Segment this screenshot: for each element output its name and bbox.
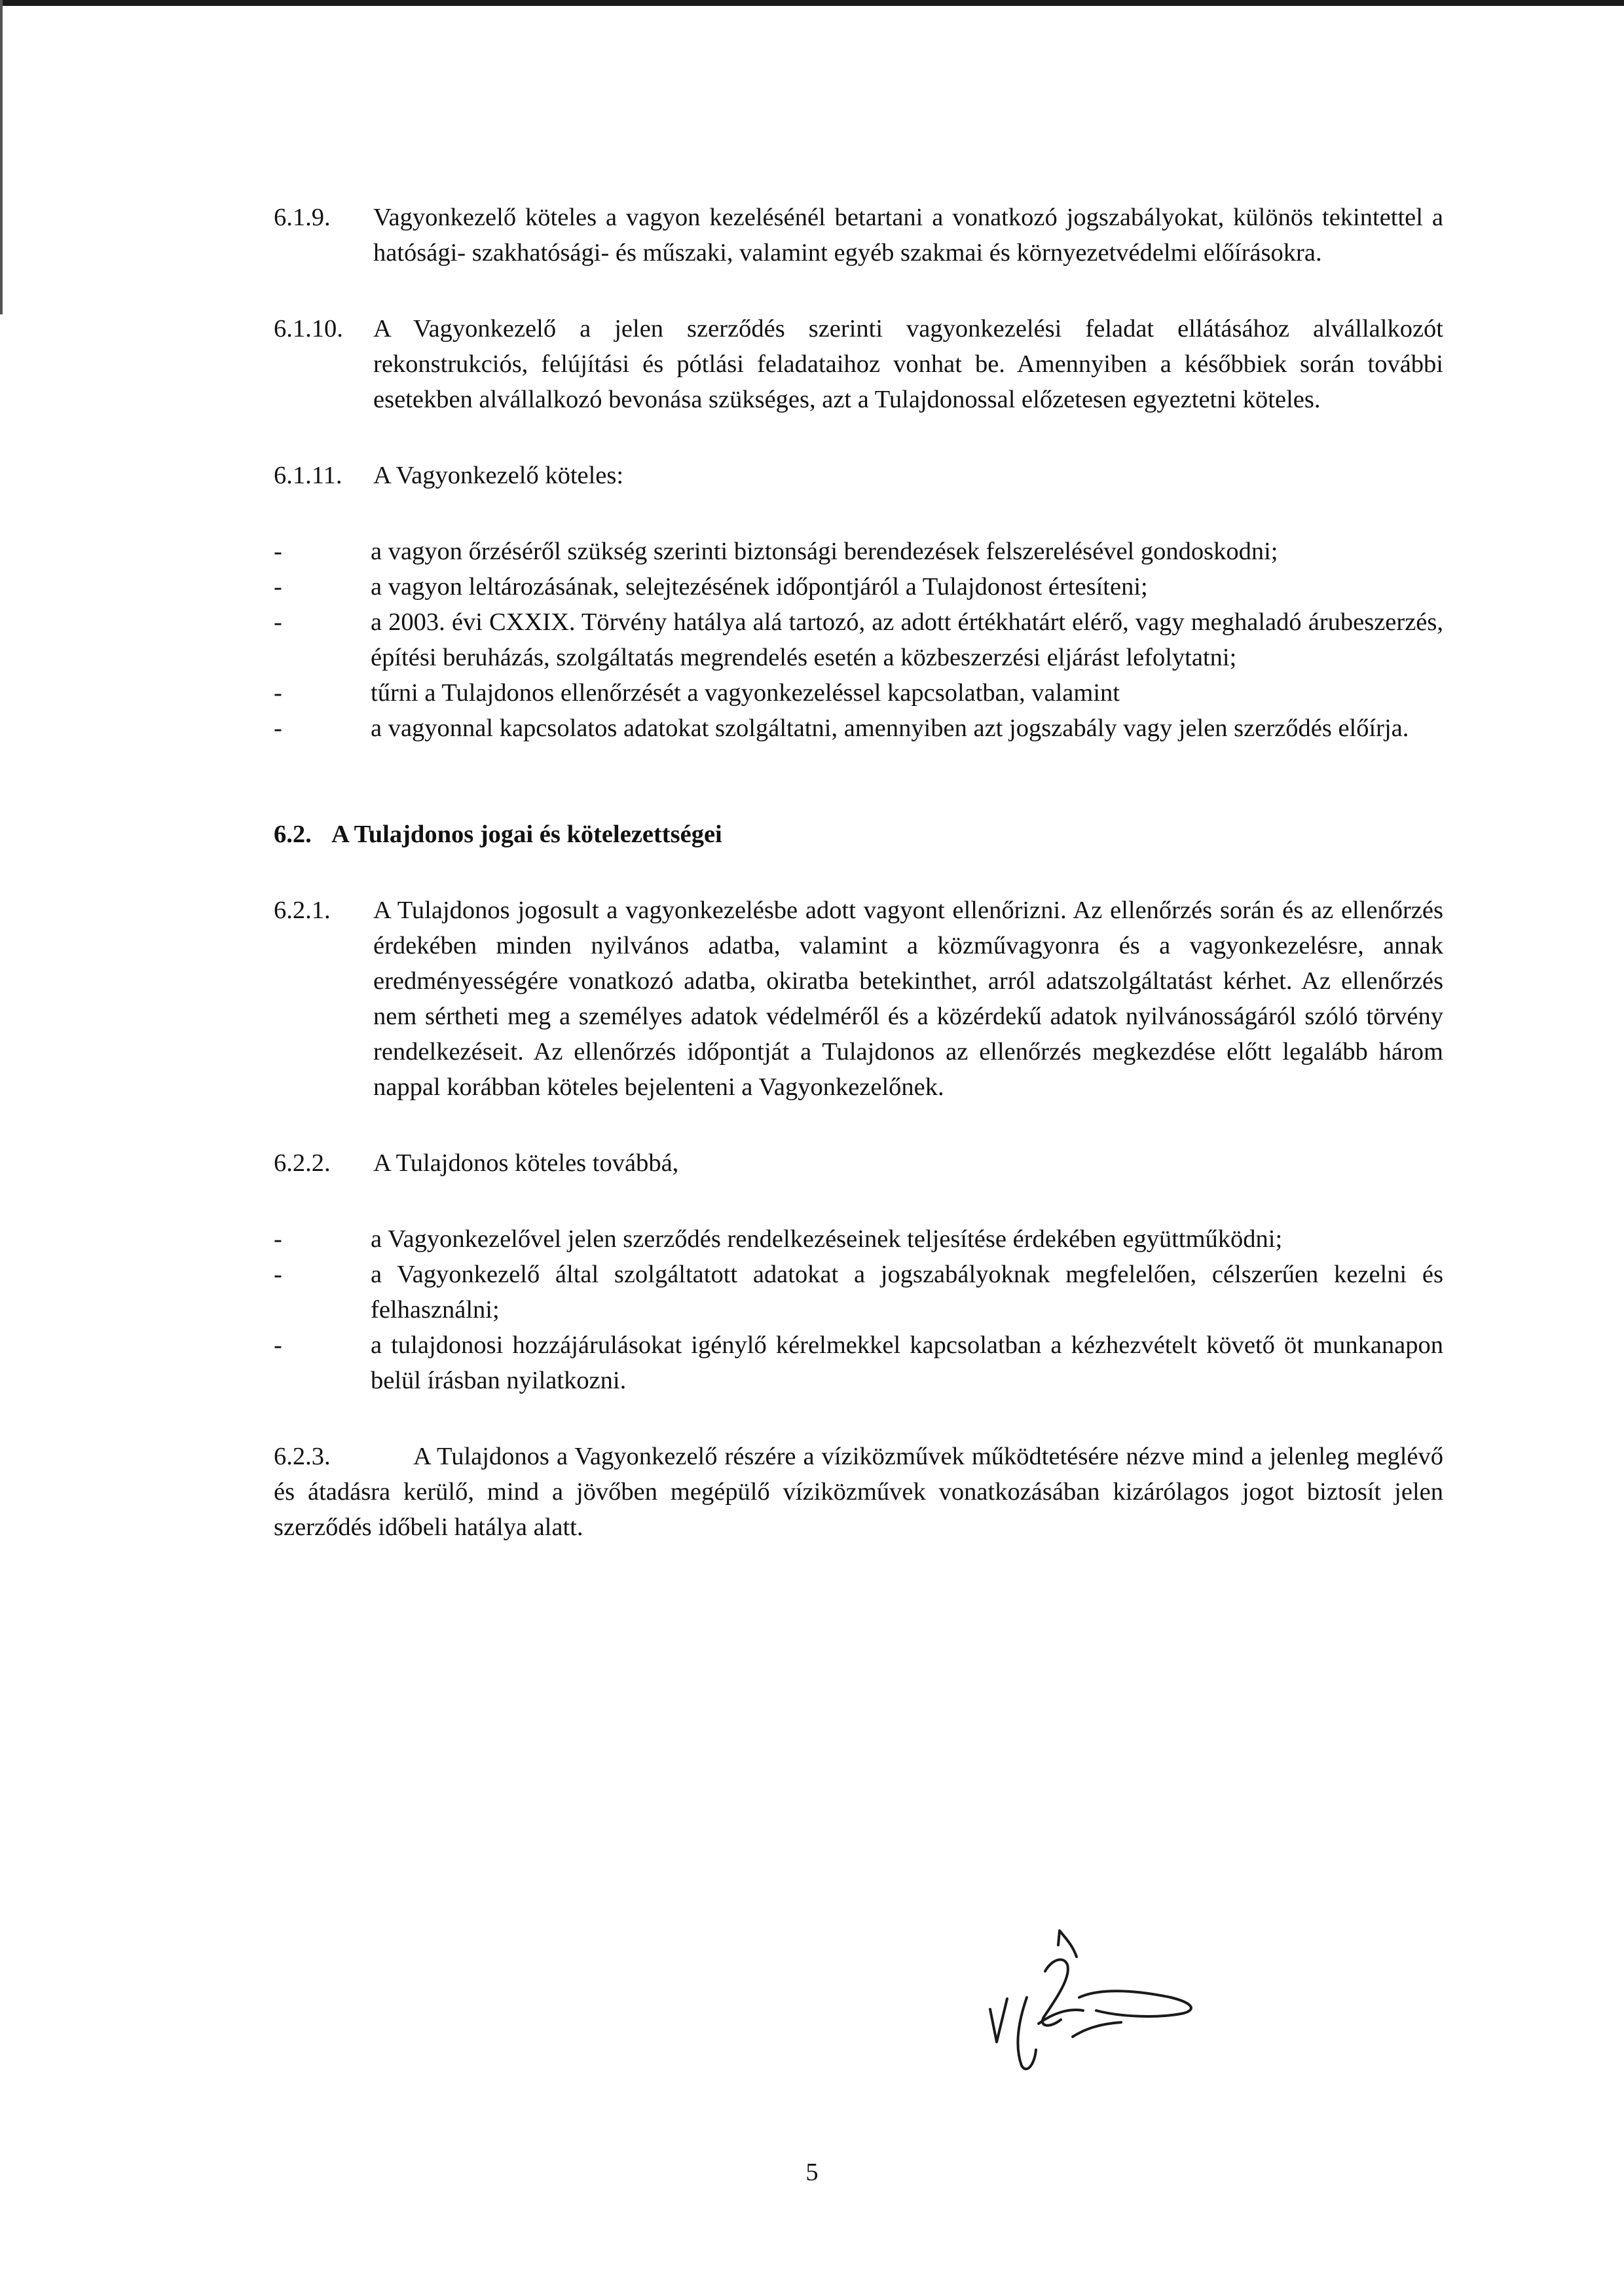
clause-number: 6.1.9.	[274, 204, 331, 231]
dash-bullet: -	[274, 608, 282, 636]
handwritten-signature	[981, 1925, 1217, 2076]
list-item	[274, 569, 1443, 604]
dash-bullet: -	[274, 1331, 282, 1359]
spacer	[274, 1181, 1443, 1221]
list-item-text: a vagyon őrzéséről szükség szerinti biztonsági berendezések felszerelésével gondoskodni;	[371, 538, 1278, 565]
list-item	[274, 675, 1443, 711]
clause-6-2-2	[274, 1145, 1443, 1181]
list-item	[274, 534, 1443, 569]
scan-top-edge	[0, 0, 1624, 6]
dash-bullet: -	[274, 714, 282, 742]
clause-6-1-11	[274, 458, 1443, 493]
spacer	[274, 493, 1443, 534]
dash-bullet: -	[274, 573, 282, 601]
spacer	[274, 1105, 1443, 1145]
clause-number: 6.2.2.	[274, 1149, 331, 1177]
clause-number: 6.2.3.	[274, 1443, 331, 1470]
clause-number: 6.1.11.	[274, 462, 342, 489]
list-item	[274, 1327, 1443, 1398]
list-item-text: a Vagyonkezelő által szolgáltatott adatokat a jogszabályoknak megfelelően, célszerűen kezelni és felhasználni;	[371, 1261, 1443, 1324]
section-heading-6-2	[274, 817, 1443, 852]
clause-text: Vagyonkezelő köteles a vagyon kezelésénél betartani a vonatkozó jogszabályokat, különös tekintettel a hatósági- szakhatósági- és műszaki, valamint egyéb szakmai és környezetvédelmi előírásokra.	[373, 204, 1443, 267]
document-page	[274, 200, 1443, 1545]
clause-6-2-3	[274, 1439, 1443, 1545]
section-title: A Tulajdonos jogai és kötelezettségei	[331, 821, 722, 848]
list-item-text: a vagyon leltározásának, selejtezésének időpontjáról a Tulajdonost értesíteni;	[371, 573, 1148, 601]
owner-duties-list	[274, 1221, 1443, 1398]
list-item	[274, 604, 1443, 675]
dash-bullet: -	[274, 679, 282, 707]
clause-6-1-9	[274, 200, 1443, 270]
clause-number: 6.2.1.	[274, 897, 331, 924]
list-item	[274, 1221, 1443, 1257]
spacer	[274, 1398, 1443, 1439]
spacer	[274, 852, 1443, 893]
scan-left-edge	[0, 0, 3, 314]
list-item	[274, 711, 1443, 746]
obligations-list	[274, 534, 1443, 746]
spacer	[274, 270, 1443, 311]
spacer	[274, 746, 1443, 817]
clause-intro: A Tulajdonos köteles továbbá,	[373, 1149, 679, 1177]
list-item-text: a tulajdonosi hozzájárulásokat igénylő kérelmekkel kapcsolatban a kézhezvételt követő öt munkanapon belül írásban nyilatkozni.	[371, 1331, 1443, 1394]
section-number: 6.2.	[274, 821, 312, 848]
clause-text: A Tulajdonos a Vagyonkezelő részére a víziközművek működtetésére nézve mind a jelenleg meglévő és átadásra kerülő, mind a jövőben megépülő víziközművek vonatkozásában kizárólagos jogot biztosít jelen szerződés időbeli hatálya alatt.	[274, 1443, 1443, 1541]
clause-6-1-10	[274, 311, 1443, 417]
clause-text: A Tulajdonos jogosult a vagyonkezelésbe adott vagyont ellenőrizni. Az ellenőrzés során és az ellenőrzés érdekében minden nyilvános adatba, valamint a közművagyonra és a vagyonkezelésre, annak eredményességére vonatkozó adatba, okiratba betekinthet, arról adatszolgáltatást kérhet. Az ellenőrzés nem sértheti meg a személyes adatok védelméről és a közérdekű adatok nyilvánosságáról szóló törvény rendelkezéseit. Az ellenőrzés időpontját a Tulajdonos az ellenőrzés megkezdése előtt legalább három nappal korábban köteles bejelenteni a Vagyonkezelőnek.	[373, 897, 1443, 1101]
list-item-text: a 2003. évi CXXIX. Törvény hatálya alá tartozó, az adott értékhatárt elérő, vagy meghaladó árubeszerzés, építési beruházás, szolgáltatás megrendelés esetén a közbeszerzési eljárást lefolytatni;	[371, 608, 1443, 671]
dash-bullet: -	[274, 538, 282, 565]
list-item-text: a vagyonnal kapcsolatos adatokat szolgáltatni, amennyiben azt jogszabály vagy jelen szerződés előírja.	[371, 714, 1409, 742]
list-item-text: a Vagyonkezelővel jelen szerződés rendelkezéseinek teljesítése érdekében együttműködni;	[371, 1225, 1283, 1253]
clause-text: A Vagyonkezelő a jelen szerződés szerinti vagyonkezelési feladat ellátásához alvállalkozót rekonstrukciós, felújítási és pótlási feladataihoz vonhat be. Amennyiben a későbbiek során további esetekben alvállalkozó bevonása szükséges, azt a Tulajdonossal előzetesen egyeztetni köteles.	[373, 315, 1443, 413]
list-item-text: tűrni a Tulajdonos ellenőrzését a vagyonkezeléssel kapcsolatban, valamint	[371, 679, 1120, 707]
page-number: 5	[805, 2159, 819, 2186]
clause-6-2-1	[274, 893, 1443, 1105]
clause-intro: A Vagyonkezelő köteles:	[373, 462, 624, 489]
clause-number: 6.1.10.	[274, 315, 343, 343]
dash-bullet: -	[274, 1225, 282, 1253]
spacer	[274, 417, 1443, 458]
list-item	[274, 1257, 1443, 1327]
dash-bullet: -	[274, 1261, 282, 1288]
